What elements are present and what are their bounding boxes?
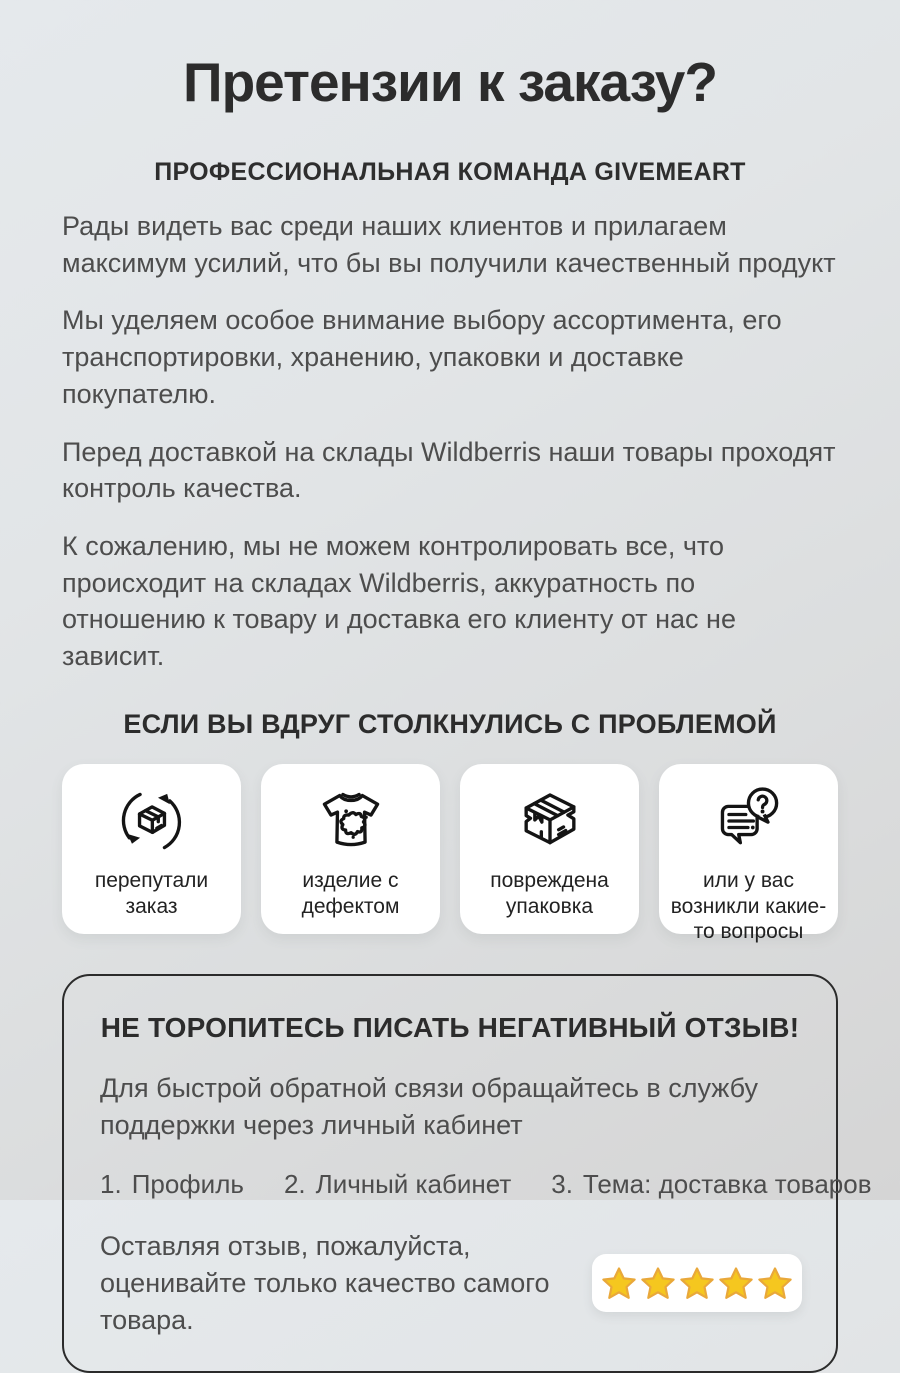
problem-cards-row bbox=[62, 764, 838, 944]
star-icon bbox=[640, 1266, 676, 1300]
advice-text: Для быстрой обратной связи обращайтесь в службу поддержки через личный кабинет bbox=[100, 1072, 759, 1140]
problem-card-wrong-order bbox=[62, 764, 241, 934]
review-note: Оставляя отзыв, пожалуйста, оценивайте только качество самого товара. bbox=[100, 1231, 550, 1335]
page-title: Претензии к заказу? bbox=[183, 51, 717, 113]
star-icon bbox=[679, 1266, 715, 1300]
star-icon bbox=[757, 1266, 793, 1300]
star-icon bbox=[718, 1266, 754, 1300]
problems-heading: ЕСЛИ ВЫ ВДРУГ СТОЛКНУЛИСЬ С ПРОБЛЕМОЙ bbox=[123, 708, 777, 739]
step-number: 2. bbox=[283, 1169, 306, 1200]
step-number: 3. bbox=[551, 1169, 573, 1200]
intro-paragraph: Мы уделяем особое внимание выбору ассортимента, его транспортировки, хранению, упаковки и доставке покупателю. bbox=[62, 305, 782, 409]
step-number: 1. bbox=[100, 1169, 122, 1200]
problem-card-label: изделие с дефектом bbox=[301, 868, 400, 918]
support-steps bbox=[100, 1169, 872, 1200]
intro-paragraph: Рады видеть вас среди наших клиентов и прилагаем максимум усилий, что бы вы получили качественный продукт bbox=[62, 211, 836, 278]
team-subtitle: ПРОФЕССИОНАЛЬНАЯ КОМАНДА GIVEMEART bbox=[154, 158, 746, 186]
step-label: Профиль bbox=[131, 1169, 244, 1200]
return-box-icon bbox=[113, 782, 191, 860]
star-icon bbox=[601, 1266, 637, 1300]
damaged-box-icon bbox=[511, 782, 589, 860]
problem-card-label: повреждена упаковка bbox=[490, 868, 609, 918]
intro-paragraph: К сожалению, мы не можем контролировать все, что происходит на складах Wildberris, аккуратность по отношению к товару и доставка его клиенту от нас не зависит. bbox=[62, 531, 736, 672]
support-step bbox=[284, 1169, 511, 1200]
support-step bbox=[551, 1169, 871, 1200]
advice-box bbox=[62, 974, 872, 1373]
problem-card-label: или у вас возникли какие-то вопросы bbox=[670, 868, 827, 944]
review-note-row bbox=[98, 1228, 802, 1338]
problem-card-label: перепутали заказ bbox=[94, 868, 209, 918]
support-step bbox=[100, 1169, 244, 1200]
problem-card-damaged-pack bbox=[460, 764, 639, 934]
tshirt-defect-icon bbox=[312, 782, 390, 860]
problem-card-questions bbox=[659, 764, 838, 944]
question-chat-icon bbox=[710, 782, 788, 860]
advice-heading: НЕ ТОРОПИТЕСЬ ПИСАТЬ НЕГАТИВНЫЙ ОТЗЫВ! bbox=[100, 1011, 800, 1043]
step-label: Тема: доставка товаров bbox=[582, 1169, 872, 1200]
problem-card-defect bbox=[261, 764, 440, 934]
intro-paragraph: Перед доставкой на склады Wildberris наши товары проходят контроль качества. bbox=[62, 436, 836, 504]
star-rating bbox=[592, 1254, 802, 1312]
step-label: Личный кабинет bbox=[315, 1169, 512, 1200]
